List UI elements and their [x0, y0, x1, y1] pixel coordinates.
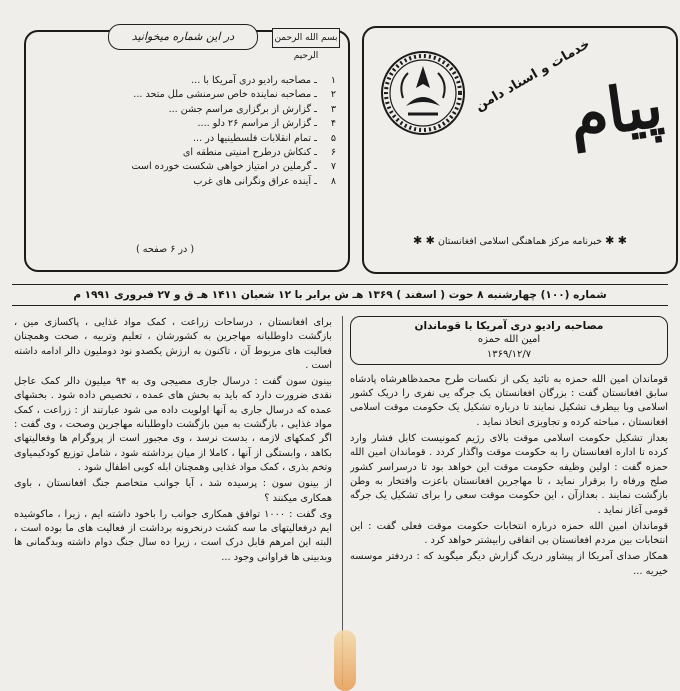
article-person: امین الله حمزه — [477, 334, 541, 346]
contents-item: ۲ ـ مصاحبه نماینده خاص سرمنشی ملل متحد ... — [133, 89, 336, 101]
article-date: ۱۳۶۹/۱۲/۷ — [486, 348, 532, 360]
contents-item: ۶ ـ کنکاش درطرح امنیتی منطقه ای — [182, 147, 336, 159]
contents-list — [38, 74, 336, 189]
contents-item: ۳ ـ گزارش از برگزاری مراسم جشن ... — [168, 103, 336, 115]
contents-item: ۱ ـ مصاحبه رادیو دری آمریکا با ... — [191, 75, 336, 86]
masthead-tagline-row — [372, 234, 668, 247]
contents-heading: در این شماره میخوانید — [108, 24, 258, 50]
paragraph: از بینون سون : پرسیده شد ، آیا جوانب متخاصم جنگ افغانستان ، باوی همکاری میکنند ؟ — [14, 478, 332, 504]
paragraph: برای افغانستان ، درساحات زراعت ، کمک مواد غذایی ، پاکسازی مین ، بازگشت داوطلبانه مهاجرین به کشورشان ، تعلیم وتربیه ، صحت وهمچنان فعالیت های مربوط آن ، تاکنون به ارزش یکصدو نود دوملیون دالر ادامه داشته است . — [14, 317, 332, 371]
paragraph: بعداز تشکیل حکومت اسلامی موقت بالای رژیم کمونیست کابل فشار وارد کرده تا اداره افغانستان را به حکومت موقت واگذار کردد . قوماندان امین الله حمزه گفت : اولین وظیفه حکومت موقت این خواهد بود تا درسراسر کشور صلح ورفاه را برقرار نماید ، تا مهاجرین افغانستان باعزت وافتخار به وطن بازگشت نمایند . بعدازآن ، این حکومت موقت سعی را برای تشکیل یک جرگه قومی آغاز نماید . — [350, 433, 668, 516]
paragraph: قوماندان امین الله حمزه به تائید یکی از نکسات طرح محمدظاهرشاه پادشاه سابق افغانستان گفت : بزرگان افغانستان یک جرگه یی نفری را دریک کشور اسلامی ویا بیطرف تشکیل نمایند تا درباره تشکیل یک حکومت موقت اسلامی افغانستان ، مباحثه کرده و تجاویزی اتخاذ نماید . — [350, 373, 668, 428]
page-count: ( در ۶ صفحه ) — [136, 244, 195, 255]
contents-item: ۷ ـ گرملین در امتیاز خواهی شکست خورده است — [131, 161, 336, 173]
right-column — [350, 316, 668, 691]
finger-shadow — [334, 630, 356, 691]
masthead — [10, 16, 674, 270]
contents-item: ۵ ـ تمام انقلابات فلسطینیها در ... — [192, 132, 336, 144]
star-ornament: ✱ ✱ — [605, 234, 628, 247]
paragraph: همکار صدای آمریکا از پیشاور دریک گزارش دیگر میگوید که : دردفتر موسسه خیریه ... — [350, 551, 668, 577]
star-ornament: ✱ ✱ — [412, 234, 435, 247]
issue-dateline: شماره (۱۰۰) چهارشنبه ۸ حوت ( اسفند ) ۱۳۶۹ هـ ش برابر با ۱۲ شعبان ۱۴۱۱ هـ ق و ۲۷ فبروری ۱۹۹۱ م — [12, 284, 668, 306]
emblem-icon — [378, 48, 468, 138]
masthead-subtitle: خدمات و اسناد دامن — [472, 36, 593, 115]
contents-item: ۴ ـ گزارش از مراسم ۲۶ دلو .... — [197, 118, 336, 130]
bismillah: بسم الله الرحمن الرحیم — [272, 28, 340, 48]
title-box — [362, 26, 678, 274]
article-heading — [350, 316, 668, 365]
paragraph: وی گفت : ۱۰۰۰ توافق همکاری جوانب را باخود داشته ایم ، زیرا ، ماکوشیده ایم درفعالیتهای ما سه کشت درنخرونه برداشت از فعالیت های ما بوده است ، البته این امرهم قابل درک است ، زیرا ده سال جنگ دوام داشته وبدگمانی ها وبدبینی ها فراوانی وجود ... — [14, 508, 332, 563]
contents-box — [24, 30, 350, 272]
left-column — [14, 316, 332, 691]
article-title: مصاحبه رادیو دری آمریکا با قوماندان — [414, 320, 604, 332]
paragraph: بینون سون گفت : درسال جاری مصیجی وی به ۹۴ میلیون دالر کمک عاجل نقدی ضرورت دارد که باید به بخش های عمده ، تخصیص داده شود . بخشهای عمده که درسال جاری به آنها اولویت داده می شود عبارتند از : زراعت ، کمک مواد غذایی ، بازگشت به مین بازگشت داوطلبانه مهاجرین وصحت ، وی گفت : اگر کمکهای لازمه ، بدست نرسد ، وی مجبور است از پروگرام ها وفعالیتهای بکاهد ، وابستگی از آنها ، کاملا از میان برداشته شود ، شامل توزیع کودکیمیاوی وتخم بذری ، کمک مواد غذایی وهمچنان ابله کوبی اطفال شود . — [14, 376, 332, 473]
contents-item: ۸ ـ آینده عراق ونگرانی های غرب — [193, 175, 336, 187]
paragraph: قوماندان امین الله حمزه درباره انتخابات حکومت موقت فعلی گفت : این انتخابات بین مردم افغانستان بی اتفاقی رابیشتر خواهد کرد . — [350, 520, 668, 547]
masthead-title: پیام — [564, 67, 667, 154]
masthead-tagline: خبرنامه مرکز هماهنگی اسلامی افغانستان — [437, 236, 603, 247]
